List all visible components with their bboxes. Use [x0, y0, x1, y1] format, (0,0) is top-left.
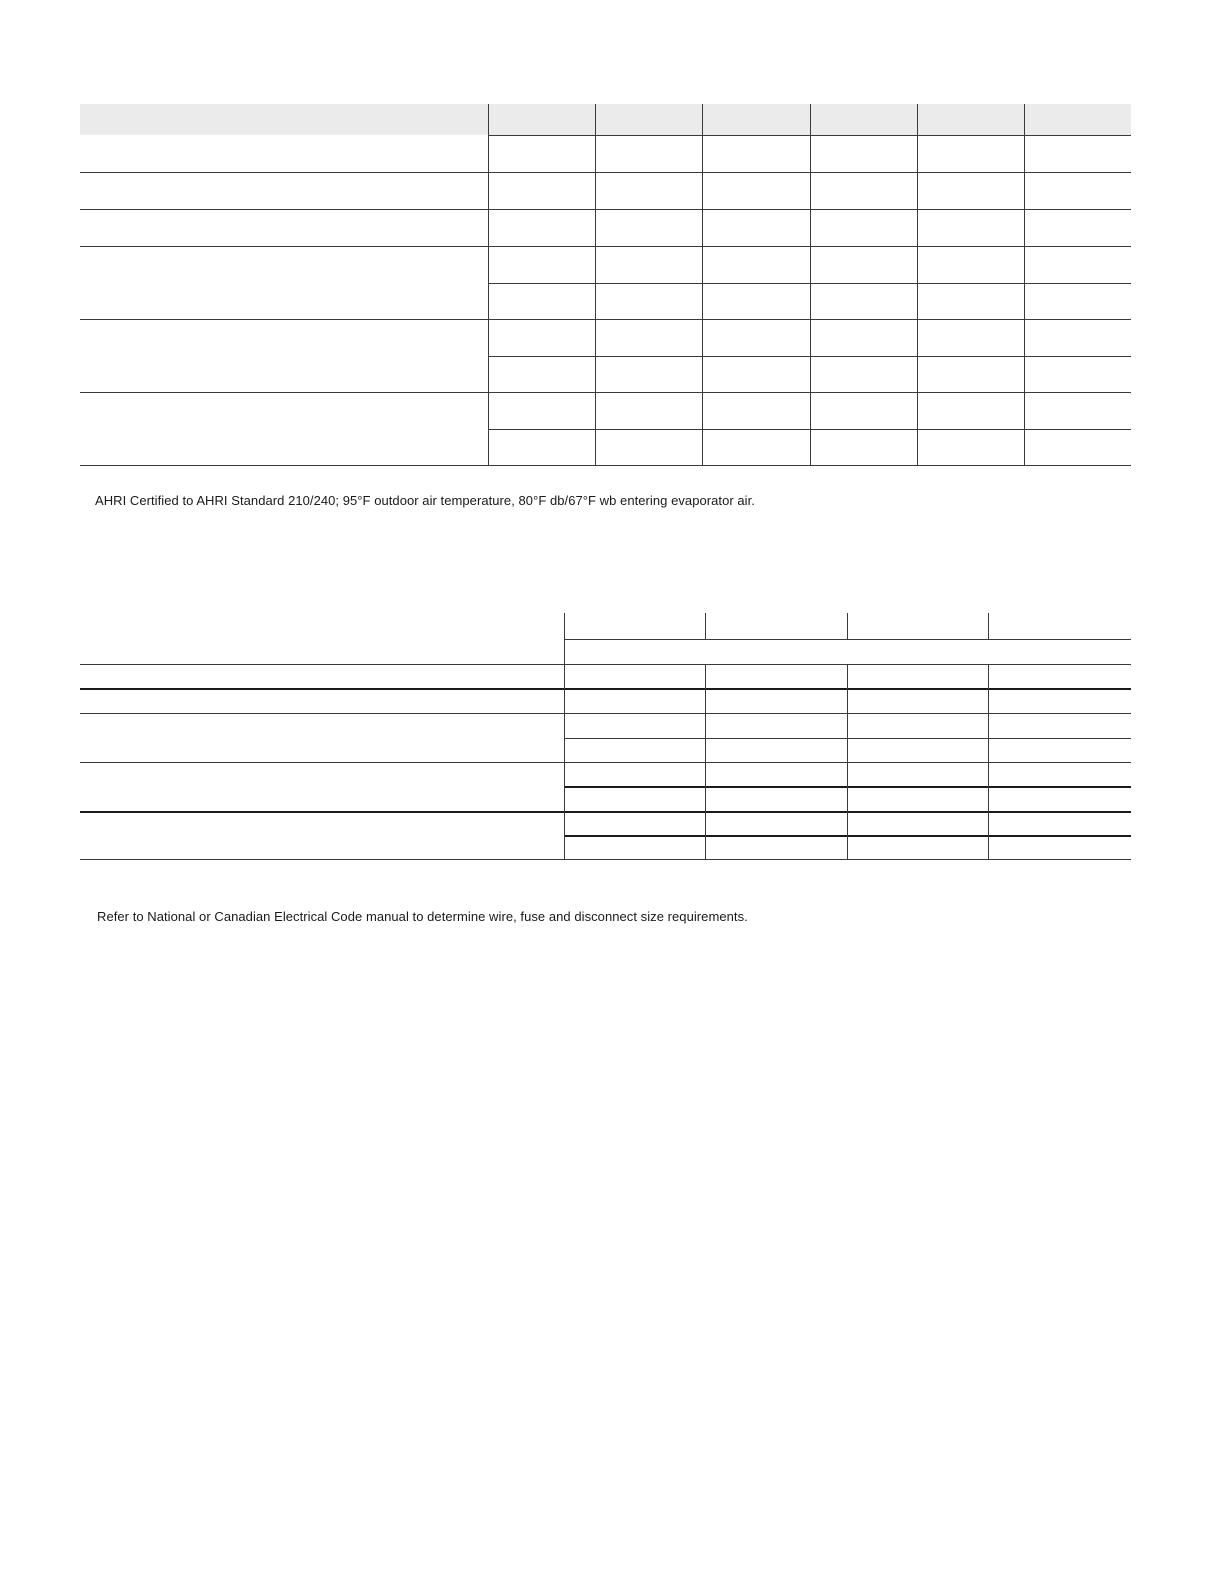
performance-table-rule [80, 319, 1131, 320]
performance-table-header-band [80, 104, 488, 135]
performance-table-col-rule [1024, 104, 1025, 466]
electrical-table-rule [80, 713, 1131, 714]
performance-table-col-rule [702, 104, 703, 466]
performance-table-rule [80, 246, 1131, 247]
performance-table-col-rule [595, 104, 596, 466]
electrical-table-col-rule [847, 664, 848, 860]
electrical-table-col-rule [705, 664, 706, 860]
electrical-table-col-rule [705, 613, 706, 640]
electrical-code-note: Refer to National or Canadian Electrical Code manual to determine wire, fuse and disconnect size requirements. [97, 909, 748, 924]
electrical-table-rule [80, 859, 1131, 860]
electrical-table-col-rule [988, 664, 989, 860]
performance-table-rule [80, 392, 1131, 393]
electrical-table-rule [80, 811, 1131, 813]
electrical-table-rule [80, 688, 1131, 690]
ahri-certification-note: AHRI Certified to AHRI Standard 210/240; 95°F outdoor air temperature, 80°F db/67°F wb entering evaporator air. [95, 493, 755, 508]
electrical-table-rule [80, 664, 1131, 665]
electrical-table-col-rule [564, 613, 565, 860]
performance-table-rule [80, 209, 1131, 210]
electrical-table-col-rule [847, 613, 848, 640]
performance-table-rule [80, 465, 1131, 466]
electrical-table-rule [80, 762, 1131, 763]
performance-table-col-rule [488, 104, 489, 466]
performance-table-col-rule [917, 104, 918, 466]
performance-table-rule [80, 172, 1131, 173]
electrical-table-col-rule [988, 613, 989, 640]
performance-table-col-rule [810, 104, 811, 466]
